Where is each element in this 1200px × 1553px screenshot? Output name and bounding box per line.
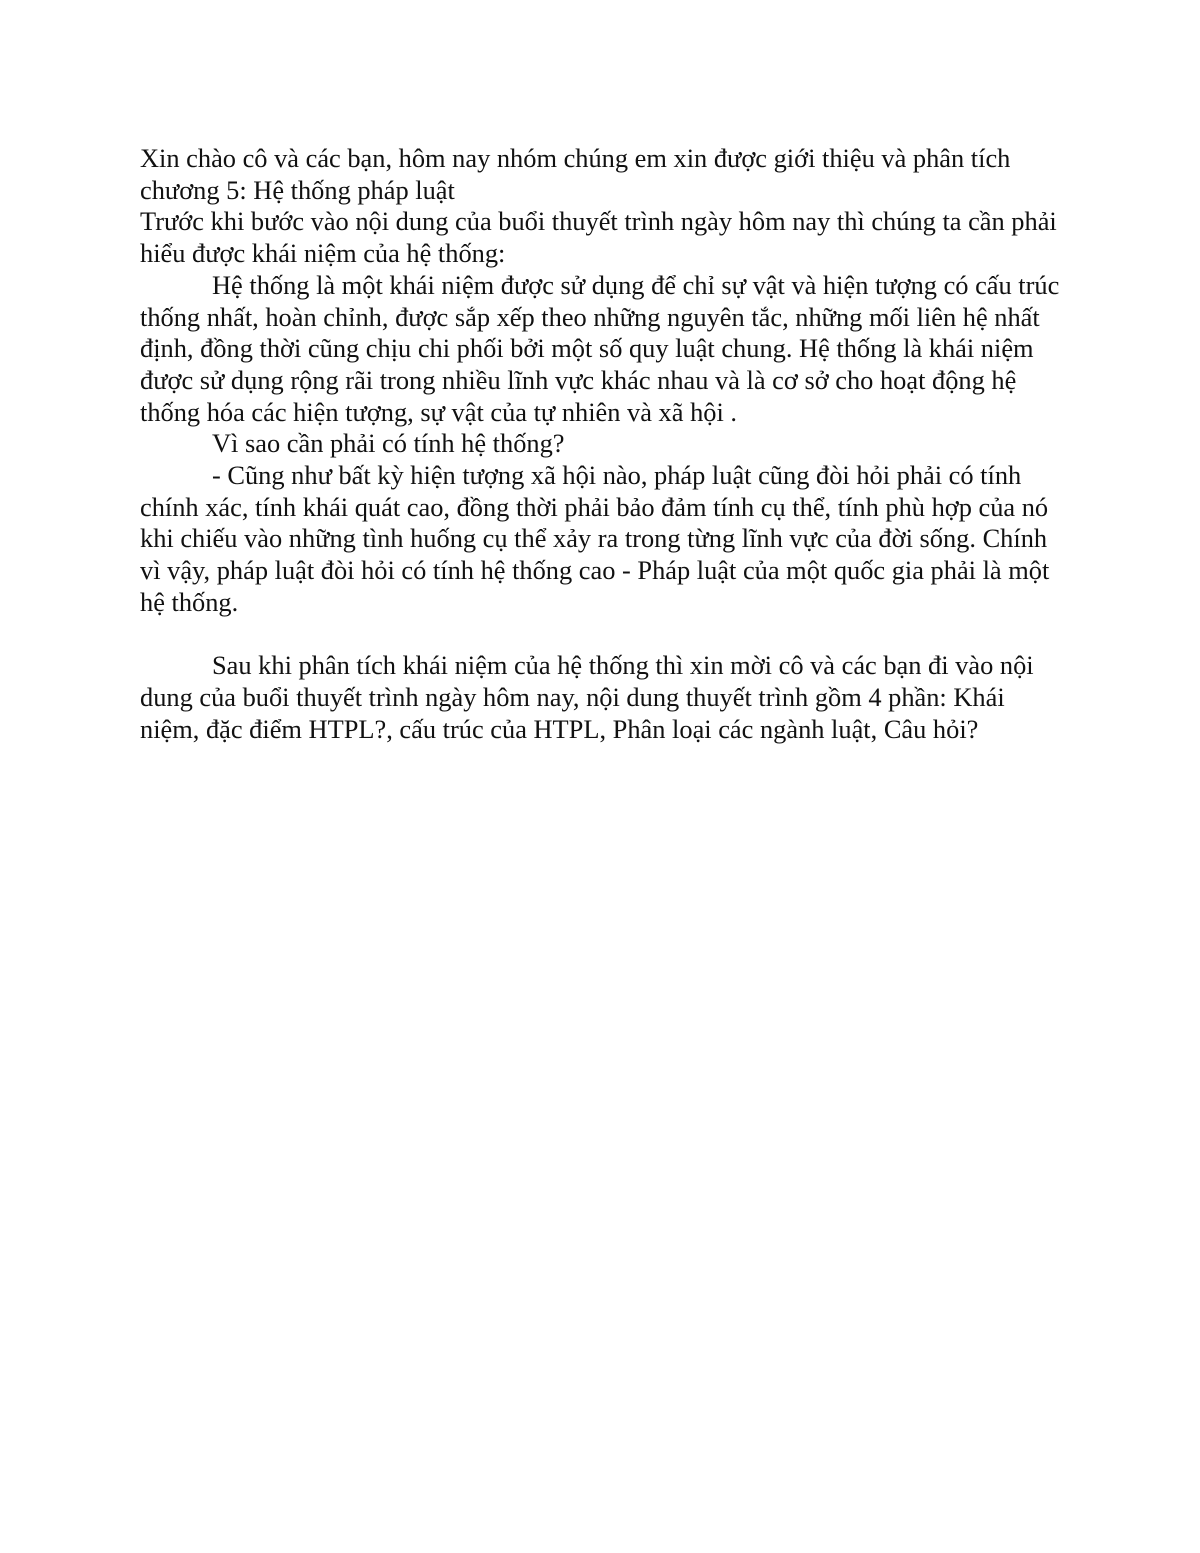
blank-line	[140, 619, 1060, 651]
paragraph-greeting: Xin chào cô và các bạn, hôm nay nhóm chúng em xin được giới thiệu và phân tích chương 5: Hệ thống pháp luật	[140, 143, 1011, 205]
paragraph-intro: Trước khi bước vào nội dung của buổi thuyết trình ngày hôm nay thì chúng ta cần phải hiểu được khái niệm của hệ thống:	[140, 206, 1057, 269]
document-body	[140, 143, 1060, 745]
paragraph-outline: Sau khi phân tích khái niệm của hệ thống thì xin mời cô và các bạn đi vào nội dung của buổi thuyết trình ngày hôm nay, nội dung thuyết trình gồm 4 phần: Khái niệm, đặc điểm HTPL?, cấu trúc của HTPL, Phân loại các ngành luật, Câu hỏi?	[140, 650, 1034, 744]
paragraph-definition: Hệ thống là một khái niệm được sử dụng để chỉ sự vật và hiện tượng có cấu trúc thống nhất, hoàn chỉnh, được sắp xếp theo những nguyên tắc, những mối liên hệ nhất định, đồng thời cũng chịu chi phối bởi một số quy luật chung. Hệ thống là khái niệm được sử dụng rộng rãi trong nhiều lĩnh vực khác nhau và là cơ sở cho hoạt động hệ thống hóa các hiện tượng, sự vật của tự nhiên và xã hội .	[140, 269, 1060, 427]
paragraph-question: Vì sao cần phải có tính hệ thống?	[212, 428, 565, 459]
paragraph-explanation: - Cũng như bất kỳ hiện tượng xã hội nào, pháp luật cũng đòi hỏi phải có tính chính xác, tính khái quát cao, đồng thời phải bảo đảm tính cụ thể, tính phù hợp của nó khi chiếu vào những tình huống cụ thể xảy ra trong từng lĩnh vực của đời sống. Chính vì vậy, pháp luật đòi hỏi có tính hệ thống cao - Pháp luật của một quốc gia phải là một hệ thống.	[140, 460, 1050, 617]
